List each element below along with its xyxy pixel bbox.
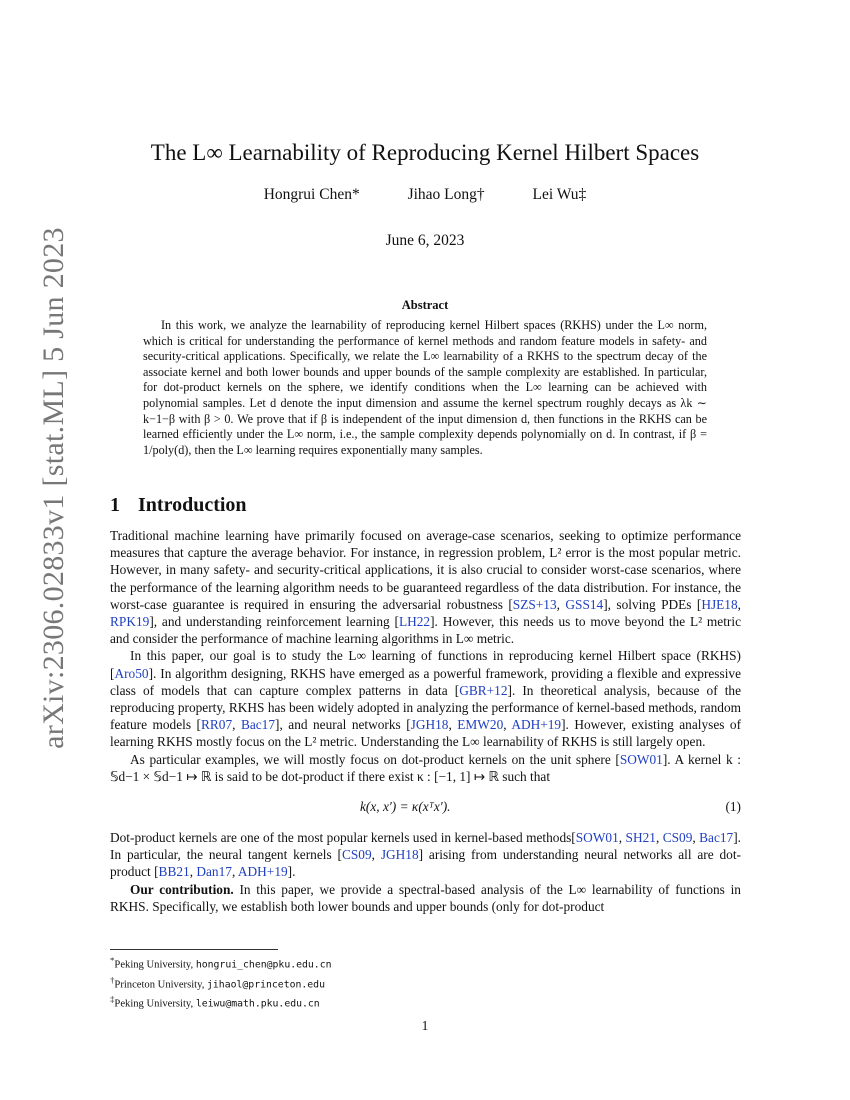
citation-link[interactable]: ADH+19	[237, 864, 288, 880]
citation-link[interactable]: SOW01	[619, 751, 663, 767]
section-title: Introduction	[138, 494, 247, 516]
footnote-email[interactable]: jihaol@princeton.edu	[207, 979, 325, 991]
author-list	[0, 186, 850, 204]
text-run: ].	[287, 864, 296, 880]
arxiv-identifier: arXiv:2306.02833v1 [stat.ML] 5 Jun 2023	[37, 227, 70, 749]
section-number: 1	[110, 494, 120, 516]
text-run: As particular examples, we will mostly focus on dot-product kernels on the unit sphere [	[130, 751, 620, 767]
citation-link[interactable]: SZS+13	[512, 596, 557, 612]
text-run: ,	[655, 830, 663, 846]
citation-link[interactable]: CS09	[341, 847, 372, 863]
equation-body: k(x, x′) = κ(xᵀx′).	[360, 799, 451, 815]
text-run: ,	[231, 864, 238, 880]
text-run: ,	[737, 596, 741, 612]
citation-link[interactable]: BB21	[158, 864, 190, 880]
text-run: ], and understanding reinforcement learning [	[149, 614, 399, 630]
footnote-affiliation: Peking University,	[114, 959, 196, 971]
text-run: ,	[232, 717, 241, 733]
paper-title: The L∞ Learnability of Reproducing Kernel Hilbert Spaces	[150, 140, 700, 165]
citation-link[interactable]: Bac17	[699, 830, 734, 846]
text-run: ,	[692, 830, 700, 846]
citation-link[interactable]: Dan17	[196, 864, 232, 880]
citation-link[interactable]: GSS14	[565, 596, 604, 612]
footnote	[110, 953, 332, 973]
footnote-email[interactable]: hongrui_chen@pku.edu.cn	[195, 959, 332, 971]
text-run: ,	[448, 717, 458, 733]
publication-date: June 6, 2023	[385, 232, 465, 249]
text-run: ]. In algorithm designing, RKHS have emerged as a powerful framework, providing a flexible and expressive class of models that can capture complex patterns in data [	[110, 665, 741, 698]
text-run: In this paper, we provide a spectral-based analysis of the L∞ learnability of functions in RKHS. Specifically, we establish both lower bounds and upper bounds (only for dot-product	[110, 881, 741, 914]
citation-link[interactable]: JGH18	[410, 717, 449, 733]
citation-link[interactable]: JGH18	[380, 847, 419, 863]
citation-link[interactable]: HJE18	[701, 596, 738, 612]
author-name: Lei Wu‡	[532, 186, 587, 203]
footnote	[110, 973, 332, 993]
paragraph	[110, 751, 741, 785]
citation-link[interactable]: ADH+19	[511, 717, 562, 733]
citation-link[interactable]: RPK19	[110, 614, 150, 630]
citation-link[interactable]: CS09	[662, 830, 693, 846]
paragraph	[110, 527, 741, 647]
text-run: ,	[189, 864, 197, 880]
equation-label: (1)	[725, 799, 741, 815]
footnote-email[interactable]: leiwu@math.pku.edu.cn	[195, 998, 320, 1010]
text-run: ]. However, this needs us to move beyond the L² metric and consider the performance of machine learning algorithms in L∞ metric.	[110, 614, 741, 647]
footnote	[110, 992, 332, 1012]
page-number: 1	[421, 1018, 429, 1033]
citation-link[interactable]: Aro50	[114, 665, 149, 681]
footnote-affiliation: Peking University,	[114, 998, 196, 1010]
citation-link[interactable]: EMW20	[457, 717, 504, 733]
citation-link[interactable]: GBR+12	[459, 682, 508, 698]
body-text	[110, 527, 741, 915]
footnote-mark: †	[110, 974, 115, 985]
footnote-affiliation: Princeton University,	[114, 979, 208, 991]
citation-link[interactable]: SOW01	[575, 830, 619, 846]
section-heading	[110, 494, 247, 517]
footnote-mark: *	[110, 955, 115, 965]
citation-link[interactable]: LH22	[398, 614, 431, 630]
paragraph-lead: Our contribution.	[130, 881, 234, 897]
text-run: ]. However, existing analyses of learning RKHS mostly focus on the L² metric. Understanding the L∞ learnability of RKHS is still largely open.	[110, 717, 742, 750]
text-run: ,	[371, 847, 381, 863]
abstract-text: In this work, we analyze the learnability of reproducing kernel Hilbert spaces (RKHS) under the L∞ norm, which is critical for understanding the performance of kernel methods and random feature models in safety- and security-critical applications. Specifically, we relate the L∞ learnability of a RKHS to the spectrum decay of the associate kernel and both lower bounds and upper bounds of the sample complexity are established. In particular, for dot-product kernels on the sphere, we identify conditions when the L∞ learning can be achieved with polynomial samples. Let d denote the input dimension and assume the kernel spectrum roughly decays as λk ∼ k−1−β with β > 0. We prove that if β is independent of the input dimension d, then functions in the RKHS can be learned efficiently under the L∞ norm, i.e., the sample complexity depends polynomially on d. In contrast, if β = 1/poly(d), then the L∞ learning requires exponentially many samples.	[143, 318, 707, 457]
text-run: ,	[556, 596, 566, 612]
author-name: Hongrui Chen*	[263, 186, 360, 203]
text-run: ], solving PDEs [	[603, 596, 702, 612]
footnote-divider	[110, 949, 278, 950]
citation-link[interactable]: Bac17	[240, 717, 276, 733]
text-run: ,	[618, 830, 626, 846]
paragraph	[110, 881, 741, 915]
footnote-mark: ‡	[110, 994, 115, 1005]
abstract-heading: Abstract	[401, 298, 449, 312]
text-run: ] arising from understanding neural networks all are dot-product [	[110, 847, 741, 880]
text-run: ], and neural networks [	[275, 717, 411, 733]
text-run: ]. In theoretical analysis, because of the reproducing property, RKHS has been widely adopted in analyzing the performance of kernel-based methods, random feature models [	[110, 682, 742, 733]
paragraph	[110, 647, 741, 750]
paragraph	[110, 829, 741, 881]
citation-link[interactable]: SH21	[625, 830, 656, 846]
text-run: Dot-product kernels are one of the most popular kernels used in kernel-based methods[	[110, 830, 576, 846]
text-run: ,	[503, 717, 512, 733]
text-run: ]. A kernel k : 𝕊d−1 × 𝕊d−1 ↦ ℝ is said to be dot-product if there exist κ : [−1, 1] ↦ ℝ such that	[110, 751, 741, 784]
text-run: ]. In particular, the neural tangent kernels [	[110, 830, 742, 863]
text-run: In this paper, our goal is to study the L∞ learning of functions in reproducing kernel Hilbert space (RKHS) [	[110, 648, 741, 681]
footnotes	[110, 953, 332, 1012]
author-name: Jihao Long†	[407, 186, 485, 203]
text-run: Traditional machine learning have primarily focused on average-case scenarios, seeking to optimize performance measures that capture the average behavior. For instance, in regression problem, L² error is the most popular metric. However, in many safety- and security-critical applications, it is also crucial to consider worst-case scenarios, where the performance of the learning algorithm needs to be guaranteed regardless of the data distribution. For instance, the worst-case guarantee is required in ensuring the adversarial robustness [	[110, 528, 741, 612]
citation-link[interactable]: RR07	[200, 717, 233, 733]
equation	[110, 785, 741, 829]
